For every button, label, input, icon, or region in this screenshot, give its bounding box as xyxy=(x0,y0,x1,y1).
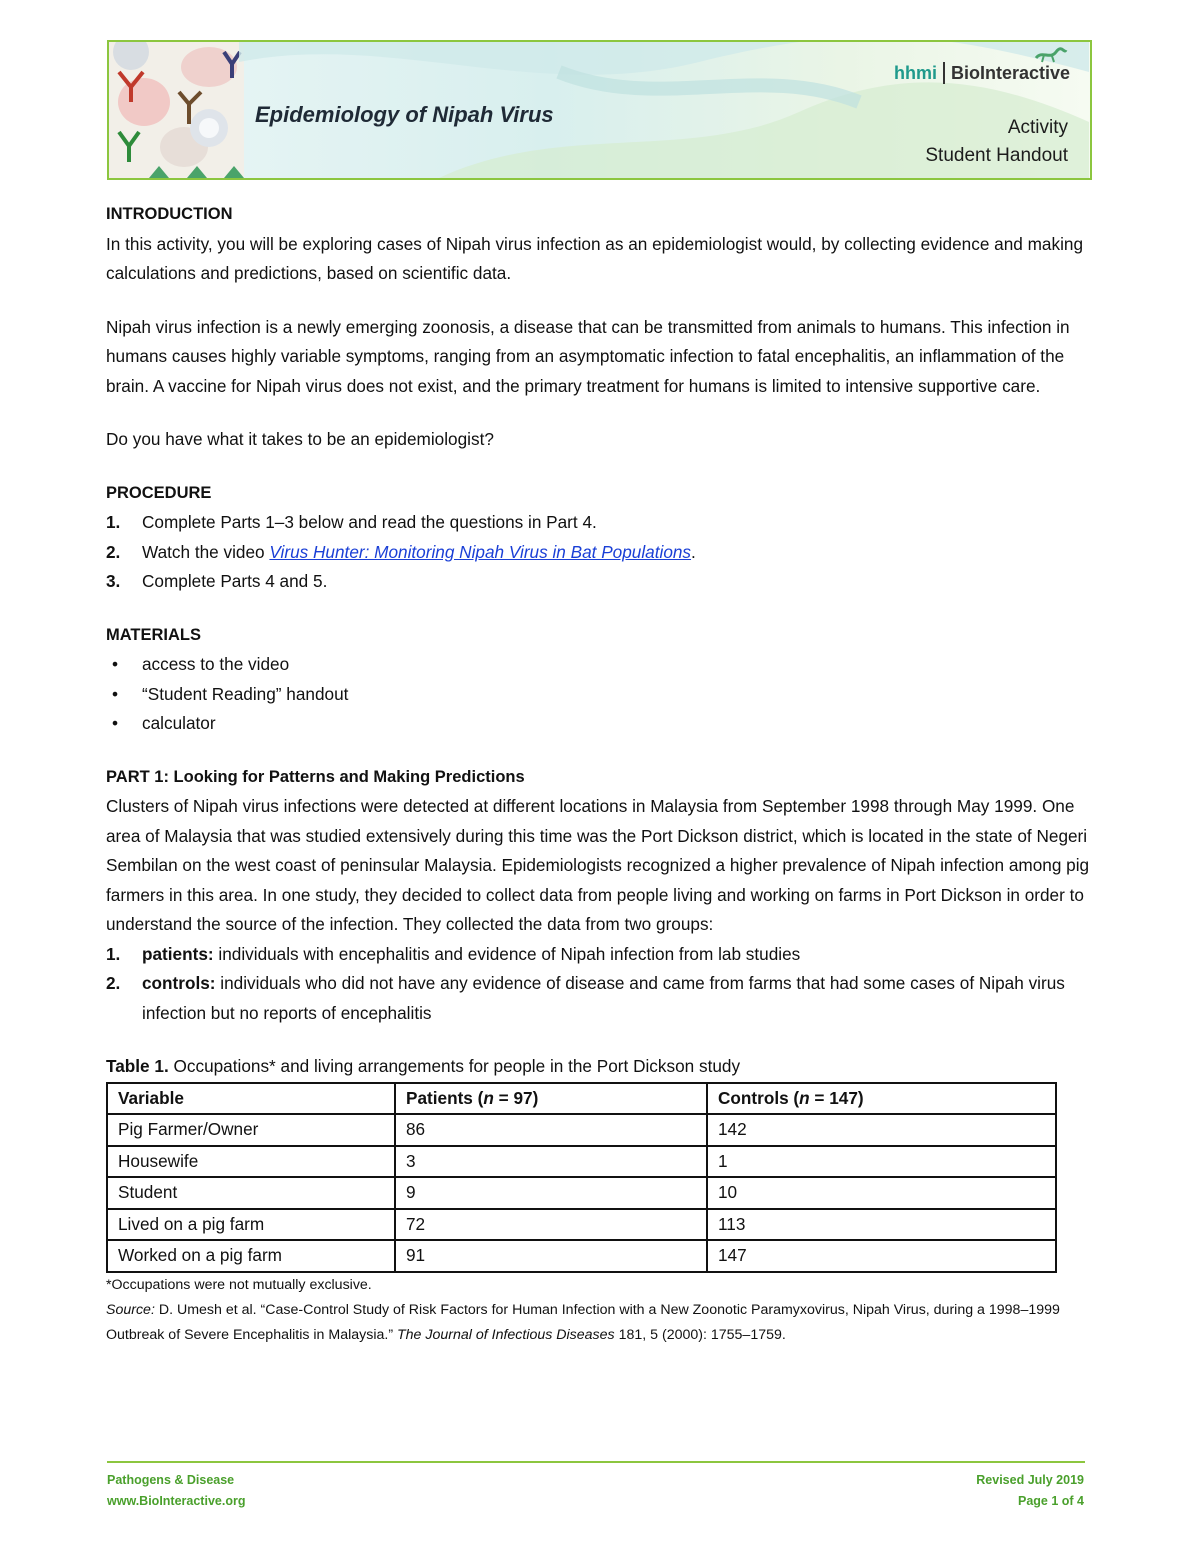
header-patients-post: = 97) xyxy=(493,1087,539,1108)
table-row xyxy=(107,1146,1056,1178)
source-journal: The Journal of Infectious Diseases xyxy=(396,1326,615,1343)
list-item xyxy=(106,680,1096,710)
bullet-icon: • xyxy=(112,654,119,674)
group-item xyxy=(106,940,1096,970)
table-row xyxy=(107,1240,1056,1272)
cell-controls: 10 xyxy=(707,1177,1056,1209)
cell-controls: 147 xyxy=(707,1240,1056,1272)
procedure-heading: PROCEDURE xyxy=(106,483,212,502)
procedure-list xyxy=(106,508,1096,597)
header-controls-post: = 147) xyxy=(809,1087,864,1108)
list-item xyxy=(106,709,1096,739)
footer-revised: Revised July 2019 xyxy=(976,1473,1084,1487)
video-link[interactable]: Virus Hunter: Monitoring Nipah Virus in Bat Populations xyxy=(269,541,692,562)
table-row xyxy=(107,1114,1056,1146)
main-content xyxy=(106,200,1096,1348)
cell-controls: 142 xyxy=(707,1114,1056,1146)
cell-patients: 91 xyxy=(395,1240,707,1272)
header-controls-n: n xyxy=(799,1087,810,1108)
intro-paragraph-3: Do you have what it takes to be an epidemiologist? xyxy=(106,429,494,449)
cell-patients: 72 xyxy=(395,1209,707,1241)
part1-body: Clusters of Nipah virus infections were detected at different locations in Malaysia from September 1998 through May 1999. One area of Malaysia that was studied extensively during this time was the Port Dickson district, which is located in the state of Negeri Sembilan on the west coast of peninsular Malaysia. Epidemiologists recognized a higher prevalence of Nipah infection among pig farmers in this area. In one study, they decided to collect data from people living and working on farms in Port Dickson in order to understand the source of the infection. They collected the data from two groups: xyxy=(106,796,1090,934)
footer-page-number: Page 1 of 4 xyxy=(1018,1494,1084,1508)
header-controls-pre: Controls ( xyxy=(718,1087,800,1108)
step-text: Complete Parts 4 and 5. xyxy=(142,571,328,591)
footer-category: Pathogens & Disease xyxy=(107,1473,235,1487)
procedure-step xyxy=(106,508,1096,538)
cell-patients: 86 xyxy=(395,1114,707,1146)
table-caption-label: Table 1. xyxy=(106,1056,169,1076)
procedure-step xyxy=(106,567,1096,597)
procedure-step xyxy=(106,538,1096,568)
cell-variable: Student xyxy=(107,1177,395,1209)
table-caption-text: Occupations* and living arrangements for people in the Port Dickson study xyxy=(168,1056,741,1076)
header-controls xyxy=(707,1083,1056,1115)
material-text: “Student Reading” handout xyxy=(142,683,349,704)
cell-variable: Worked on a pig farm xyxy=(107,1240,395,1272)
groups-list xyxy=(106,940,1096,1029)
intro-paragraph-1: In this activity, you will be exploring cases of Nipah virus infection as an epidemiologist would, by collecting evidence and making calculations and predictions, based on scientific data. xyxy=(106,233,1084,283)
footer-website[interactable]: www.BioInteractive.org xyxy=(107,1494,246,1508)
group-desc: individuals who did not have any evidence of disease and came from farms that had some cases of Nipah virus infection but no reports of encephalitis xyxy=(142,973,1065,1023)
material-text: calculator xyxy=(142,713,216,733)
group-term: controls: xyxy=(142,973,216,993)
document-type xyxy=(925,114,1068,170)
header-patients xyxy=(395,1083,707,1115)
bullet-icon: • xyxy=(112,683,119,704)
cell-variable: Housewife xyxy=(107,1146,395,1178)
table-header-row xyxy=(107,1083,1056,1115)
biointeractive-logo xyxy=(894,62,1070,84)
cell-variable: Pig Farmer/Owner xyxy=(107,1114,395,1146)
step-text xyxy=(142,538,696,568)
cell-controls: 113 xyxy=(707,1209,1056,1241)
source-end: 181, 5 (2000): 1755–1759. xyxy=(614,1326,786,1343)
material-text: access to the video xyxy=(142,654,290,674)
footer-right xyxy=(976,1470,1084,1512)
table-footnote: *Occupations were not mutually exclusive. xyxy=(106,1276,372,1293)
group-desc: individuals with encephalitis and evidence of Nipah infection from lab studies xyxy=(213,943,801,964)
cell-controls: 1 xyxy=(707,1146,1056,1178)
step-number: 2. xyxy=(106,541,121,562)
group-term: patients: xyxy=(142,943,214,964)
step-text: Complete Parts 1–3 below and read the questions in Part 4. xyxy=(142,512,597,532)
table-source xyxy=(106,1298,1096,1348)
logo-biointeractive: BioInteractive xyxy=(950,62,1070,83)
header-patients-n: n xyxy=(483,1087,494,1108)
cell-patients: 3 xyxy=(395,1146,707,1178)
bullet-icon: • xyxy=(112,713,119,733)
step-number: 3. xyxy=(106,571,121,591)
page-title: Epidemiology of Nipah Virus xyxy=(255,102,554,127)
materials-heading: MATERIALS xyxy=(106,625,202,644)
table-caption xyxy=(106,1052,1096,1082)
group-text xyxy=(142,969,1096,1028)
materials-list xyxy=(106,650,1096,739)
intro-paragraph-2: Nipah virus infection is a newly emerging zoonosis, a disease that can be transmitted from animals to humans. This infection in humans causes highly variable symptoms, ranging from an asymptomatic infection to fatal encephalitis, an inflammation of the brain. A vaccine for Nipah virus does not exist, and the primary treatment for humans is limited to intensive supportive care. xyxy=(106,316,1070,396)
step-number: 1. xyxy=(106,512,121,532)
part1-heading: PART 1: Looking for Patterns and Making Predictions xyxy=(106,767,525,786)
handout-label: Student Handout xyxy=(925,145,1068,166)
header-patients-pre: Patients ( xyxy=(406,1087,484,1108)
logo-hhmi: hhmi xyxy=(893,62,937,83)
header-variable: Variable xyxy=(107,1083,395,1115)
occupations-table xyxy=(106,1082,1057,1273)
cell-variable: Lived on a pig farm xyxy=(107,1209,395,1241)
header-banner xyxy=(107,40,1092,180)
source-text: D. Umesh et al. “Case-Control Study of Risk Factors for Human Infection with a New Zoonotic Paramyxovirus, Nipah Virus, during a 1998–1999 Outbreak of Severe Encephalitis in Malaysia.” xyxy=(106,1301,1060,1343)
group-number: 2. xyxy=(106,973,121,993)
group-number: 1. xyxy=(106,943,121,964)
footer-left xyxy=(107,1470,245,1512)
antibody-cells-illustration xyxy=(109,42,244,178)
group-text xyxy=(142,940,800,970)
table-row xyxy=(107,1209,1056,1241)
step-text-after: . xyxy=(691,541,696,562)
cell-patients: 9 xyxy=(395,1177,707,1209)
footer-divider xyxy=(107,1461,1085,1463)
list-item xyxy=(106,650,1096,680)
intro-heading: INTRODUCTION xyxy=(106,205,233,223)
step-text-before: Watch the video xyxy=(142,541,270,562)
logo-divider xyxy=(943,62,945,84)
table-row xyxy=(107,1177,1056,1209)
group-item xyxy=(106,969,1096,1028)
activity-label: Activity xyxy=(1007,117,1068,138)
source-label: Source: xyxy=(106,1301,155,1318)
